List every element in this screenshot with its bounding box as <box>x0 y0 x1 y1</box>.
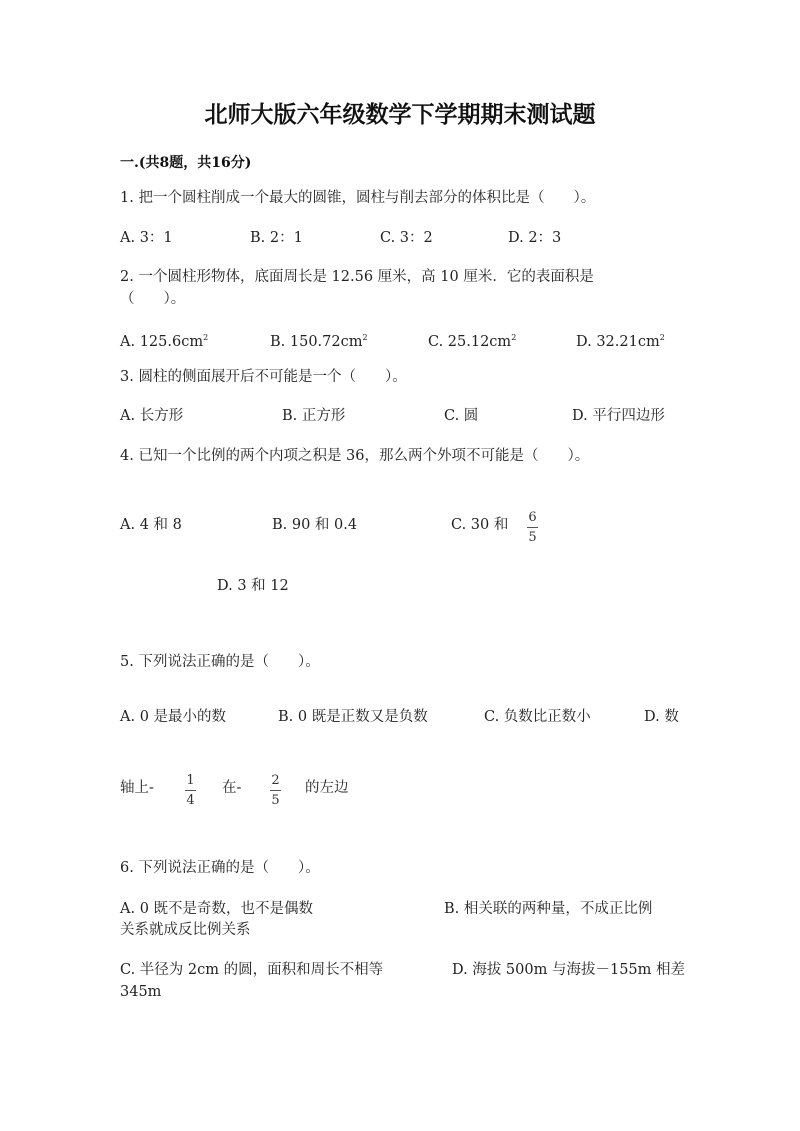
question-2-stem-line2: （ ）。 <box>120 291 186 307</box>
fraction-bar <box>270 790 281 791</box>
question-6-option-d-line1: D. 海拔 500m 与海拔－155m 相差 <box>452 962 686 978</box>
question-6-option-d-line2: 345m <box>120 984 162 1000</box>
question-4-option-b: B. 90 和 0.4 <box>272 517 358 533</box>
question-4-fraction <box>527 510 538 545</box>
fraction-bar <box>185 790 196 791</box>
question-6-option-c: C. 半径为 2cm 的圆，面积和周长不相等 <box>120 962 384 978</box>
question-1-option-d: D. 2：3 <box>508 230 562 246</box>
question-2-option-b: B. $150.72cm^2$ <box>270 333 368 350</box>
question-5-option-d: D. 数 <box>644 709 679 725</box>
question-5-option-a: A. 0 是最小的数 <box>120 709 227 725</box>
question-1-stem: 1. 把一个圆柱削成一个最大的圆锥，圆柱与削去部分的体积比是（ ）。 <box>120 190 596 206</box>
question-5-fraction-1 <box>185 773 196 808</box>
question-6-option-b-line2: 关系就成反比例关系 <box>120 922 251 938</box>
question-5-option-d-pre: 轴上- <box>120 780 154 796</box>
question-3-option-c: C. 圆 <box>444 408 479 424</box>
question-2-option-a: A. $125.6cm^2$ <box>120 333 209 350</box>
question-4-option-a: A. 4 和 8 <box>120 517 182 533</box>
page-title: 北师大版六年级数学下学期期末测试题 <box>204 101 596 128</box>
question-5-option-c: C. 负数比正数小 <box>484 709 591 725</box>
question-5-stem: 5. 下列说法正确的是（ ）。 <box>120 654 320 670</box>
question-3-option-d: D. 平行四边形 <box>572 408 665 424</box>
question-1-option-a: A. 3：1 <box>120 230 173 246</box>
question-5-option-d-post: 的左边 <box>305 780 349 796</box>
fraction-bar <box>527 527 538 528</box>
question-5-option-b: B. 0 既是正数又是负数 <box>278 709 428 725</box>
fraction-numerator: 1 <box>186 773 195 788</box>
question-6-stem: 6. 下列说法正确的是（ ）。 <box>120 860 320 876</box>
question-6-option-b-line1: B. 相关联的两种量，不成正比例 <box>444 901 653 917</box>
fraction-denominator: 4 <box>186 793 195 808</box>
question-4-option-c: C. 30 和 <box>451 517 509 533</box>
question-2-option-c: C. $25.12cm^2$ <box>428 333 517 350</box>
fraction-numerator: 6 <box>528 510 537 525</box>
question-1-option-b: B. 2：1 <box>250 230 303 246</box>
question-2-stem-line1: 2. 一个圆柱形物体，底面周长是 12.56 厘米，高 10 厘米．它的表面积是 <box>120 269 594 285</box>
section-heading: 一.(共8题，共16分) <box>120 155 252 171</box>
question-5-fraction-2 <box>270 773 281 808</box>
question-3-option-b: B. 正方形 <box>282 408 346 424</box>
question-1-option-c: C. 3：2 <box>380 230 433 246</box>
fraction-denominator: 5 <box>528 530 537 545</box>
question-2-option-d: D. $32.21cm^2$ <box>576 333 665 350</box>
question-4-stem: 4. 已知一个比例的两个内项之积是 36，那么两个外项不可能是（ ）。 <box>120 448 590 464</box>
fraction-numerator: 2 <box>271 773 280 788</box>
question-3-stem: 3. 圆柱的侧面展开后不可能是一个（ ）。 <box>120 369 407 385</box>
question-5-option-d-mid: 在- <box>222 780 242 796</box>
question-6-option-a: A. 0 既不是奇数，也不是偶数 <box>120 901 314 917</box>
fraction-denominator: 5 <box>271 793 280 808</box>
question-4-option-d: D. 3 和 12 <box>217 578 289 594</box>
question-3-option-a: A. 长方形 <box>120 408 184 424</box>
